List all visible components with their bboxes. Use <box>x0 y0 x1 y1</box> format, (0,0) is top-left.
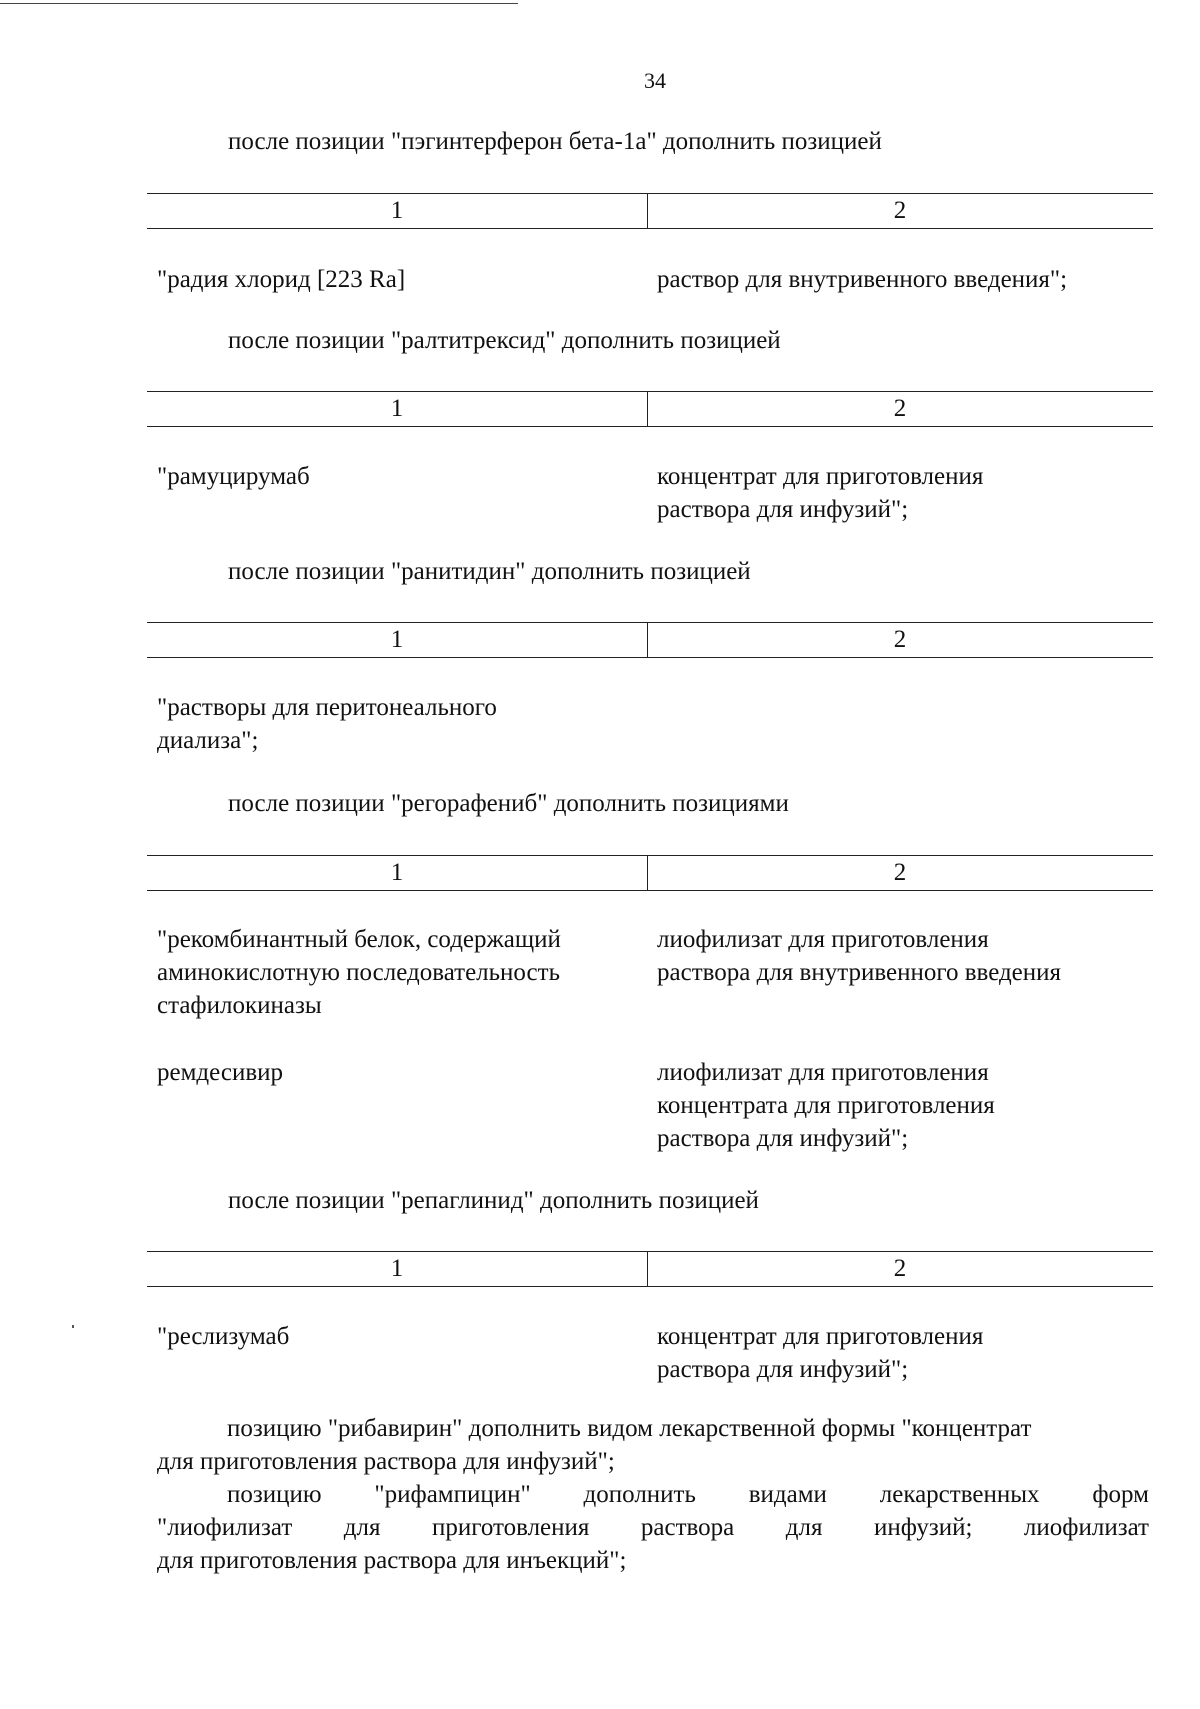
column-1-header: 1 <box>147 194 648 228</box>
drug-name: "растворы для перитонеального диализа"; <box>157 694 497 754</box>
column-2-header: 2 <box>893 1255 907 1282</box>
dosage-form: концентрат для приготовления раствора для инфузий"; <box>657 463 984 523</box>
column-2-header: 2 <box>893 626 907 653</box>
drug-name: "рекомбинантный белок, содержащий аминокислотную последовательность стафилокиназы <box>157 926 561 1019</box>
section-intro: после позиции "регорафениб" дополнить позициями <box>228 790 789 817</box>
table-header <box>147 1251 1153 1287</box>
dosage-form: лиофилизат для приготовления раствора для внутривенного введения <box>657 926 1062 986</box>
section-intro: после позиции "репаглинид" дополнить позицией <box>228 1187 759 1214</box>
paragraph-ribavirin: позицию "рибавирин" дополнить видом лекарственной формы "концентрат для приготовления раствора для инфузий"; <box>157 1415 1032 1475</box>
column-1-header: 1 <box>147 1252 648 1286</box>
justified-line: "лиофилизат для приготовления раствора для инфузий; лиофилизат <box>157 1514 1149 1541</box>
section-intro: после позиции "ралтитрексид" дополнить позицией <box>228 327 781 354</box>
column-2-header: 2 <box>893 197 907 224</box>
column-1-header: 1 <box>147 392 648 426</box>
justified-line: позицию "рифампицин" дополнить видами лекарственных форм <box>227 1481 1149 1508</box>
drug-name: "радия хлорид [223 Ra] <box>157 266 406 293</box>
paragraph-rifampicin: позицию "рифампицин" дополнить видами лекарственных форм "лиофилизат для приготовления раствора для инфузий; лиофилизат для приготовления раствора для инъекций"; <box>157 1478 1149 1577</box>
drug-name: "рамуцирумаб <box>157 463 310 490</box>
page-number: 34 <box>644 68 666 93</box>
table-header <box>147 391 1153 427</box>
table-header <box>147 622 1153 658</box>
dosage-form: раствор для внутривенного введения"; <box>657 266 1068 293</box>
table-header <box>147 193 1153 229</box>
drug-name: ремдесивир <box>157 1059 284 1086</box>
scan-speck <box>72 1325 74 1328</box>
top-rule <box>0 3 518 4</box>
dosage-form: лиофилизат для приготовления концентрата для приготовления раствора для инфузий"; <box>657 1059 995 1152</box>
column-1-header: 1 <box>147 623 648 657</box>
section-intro: после позиции "ранитидин" дополнить позицией <box>228 558 751 585</box>
column-2-header: 2 <box>893 395 907 422</box>
column-2-header: 2 <box>893 859 907 886</box>
section-intro: после позиции "пэгинтерферон бета-1а" дополнить позицией <box>228 128 882 155</box>
table-header <box>147 855 1153 891</box>
dosage-form: концентрат для приготовления раствора для инфузий"; <box>657 1323 984 1383</box>
column-1-header: 1 <box>147 856 648 890</box>
drug-name: "реслизумаб <box>157 1323 290 1350</box>
